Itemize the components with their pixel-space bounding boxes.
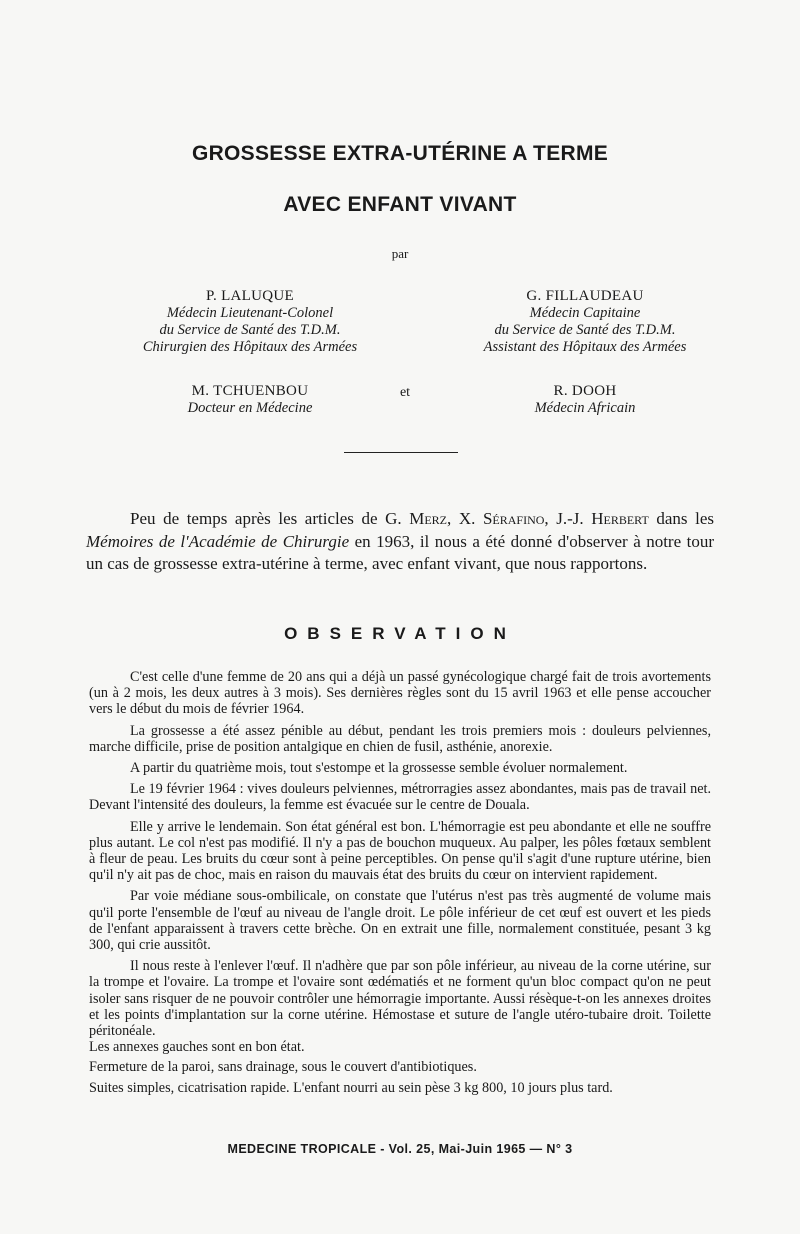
- journal-footer: MEDECINE TROPICALE - Vol. 25, Mai-Juin 1965 — N° 3: [227, 1142, 573, 1156]
- section-heading: OBSERVATION: [284, 624, 516, 643]
- body-paragraph: C'est celle d'une femme de 20 ans qui a déjà un passé gynécologique chargé fait de trois avortements (un à 2 mois, les deux autres à 3 mois). Ses dernières règles sont du 15 avril 1963 et elle pense accoucher vers le début du mois de février 1964.: [89, 669, 711, 718]
- author-block-4: [425, 383, 745, 417]
- author-title: Médecin Lieutenant-Colonel: [166, 305, 334, 321]
- observation-body: [89, 669, 711, 1100]
- conjunction-et: et: [399, 385, 411, 400]
- intro-text: dans les: [648, 509, 715, 528]
- body-paragraph: Les annexes gauches sont en bon état.: [89, 1039, 305, 1056]
- author-ref-herbert: Herbert: [591, 509, 649, 528]
- author-block-2: [425, 288, 745, 356]
- body-paragraph: Elle y arrive le lendemain. Son état général est bon. L'hémorragie est peu abondante et elle ne souffre plus autant. Le col n'est pas modifié. Il n'y a pas de bouchon muqueux. Au palper, les pôles fœtaux semblent à fleur de peau. Les bruits du cœur sont à peine perceptibles. On pense qu'il s'agit d'une rupture utérine, bien qu'il n'y ait pas de choc, mais en raison du mauvais état des bruits du cœur on intervient rapidement.: [89, 818, 711, 884]
- author-name: M. TCHUENBOU: [191, 383, 309, 399]
- title-line-1: GROSSESSE EXTRA-UTÉRINE A TERME: [191, 142, 609, 165]
- author-name: P. LALUQUE: [206, 288, 294, 304]
- intro-text: , X.: [447, 509, 483, 528]
- journal-ref: Mémoires de l'Académie de Chirurgie: [86, 531, 350, 551]
- author-ref-merz: Merz: [409, 509, 447, 528]
- body-paragraph: Il nous reste à l'enlever l'œuf. Il n'adhère que par son pôle inférieur, au niveau de la corne utérine, sur la trompe et l'ovaire. La trompe et l'ovaire sont œdématiés et ne forment qu'un bloc compact qu'on ne peut isoler sans risquer de ne pouvoir contrôler une hémorragie importante. Aussi résèque-t-on les annexes droites et les points d'implantation sur la corne utérine. Hémostase et suture de l'angle utéro-tubaire droit. Toilette péritonéale.: [89, 958, 711, 1040]
- body-paragraph: Fermeture de la paroi, sans drainage, sous le couvert d'antibiotiques.: [89, 1059, 477, 1076]
- author-title: du Service de Santé des T.D.M.: [159, 322, 341, 338]
- author-name: G. FILLAUDEAU: [526, 288, 644, 304]
- intro-paragraph: [86, 508, 714, 576]
- author-title: Médecin Capitaine: [529, 305, 641, 321]
- author-ref-serafino: Sérafino: [482, 509, 545, 528]
- intro-text: Peu de temps après les articles de G.: [130, 509, 410, 528]
- body-paragraph: Suites simples, cicatrisation rapide. L'enfant nourri au sein pèse 3 kg 800, 10 jours plus tard.: [89, 1079, 613, 1096]
- body-paragraph: La grossesse a été assez pénible au début, pendant les trois premiers mois : douleurs pelviennes, marche difficile, prise de position antalgique en chien de fusil, asthénie, anorexie.: [89, 722, 711, 755]
- author-title: Chirurgien des Hôpitaux des Armées: [142, 339, 358, 355]
- author-title: du Service de Santé des T.D.M.: [494, 322, 676, 338]
- body-paragraph: Par voie médiane sous-ombilicale, on constate que l'utérus n'est pas très augmenté de volume mais qu'il porte l'ensemble de l'œuf au niveau de l'angle droit. Le pôle inférieur de cet œuf est ouvert et les pieds de l'enfant apparaissent à travers cette brèche. On en extrait une fille, normalement constituée, pesant 3 kg 300, qui crie aussitôt.: [89, 888, 711, 954]
- intro-text: en 1963, il nous a été donné d'observer à notre tour un cas de grossesse extra-utérine à terme, avec enfant vivant, que nous rapportons.: [86, 531, 714, 573]
- author-title: Docteur en Médecine: [187, 400, 313, 416]
- body-paragraph: Le 19 février 1964 : vives douleurs pelviennes, métrorragies assez abondantes, mais pas de travail net. Devant l'intensité des douleurs, la femme est évacuée sur le centre de Douala.: [89, 781, 711, 814]
- author-block-1: [90, 288, 410, 356]
- author-name: R. DOOH: [553, 383, 617, 399]
- author-block-3: [90, 383, 410, 417]
- author-title: Médecin Africain: [534, 400, 636, 416]
- par-label: par: [391, 246, 409, 261]
- author-title: Assistant des Hôpitaux des Armées: [483, 339, 687, 355]
- body-paragraph: A partir du quatrième mois, tout s'estompe et la grossesse semble évoluer normalement.: [130, 760, 628, 777]
- separator-rule: [344, 452, 458, 453]
- title-line-2: AVEC ENFANT VIVANT: [283, 193, 517, 216]
- intro-text: , J.-J.: [544, 509, 592, 528]
